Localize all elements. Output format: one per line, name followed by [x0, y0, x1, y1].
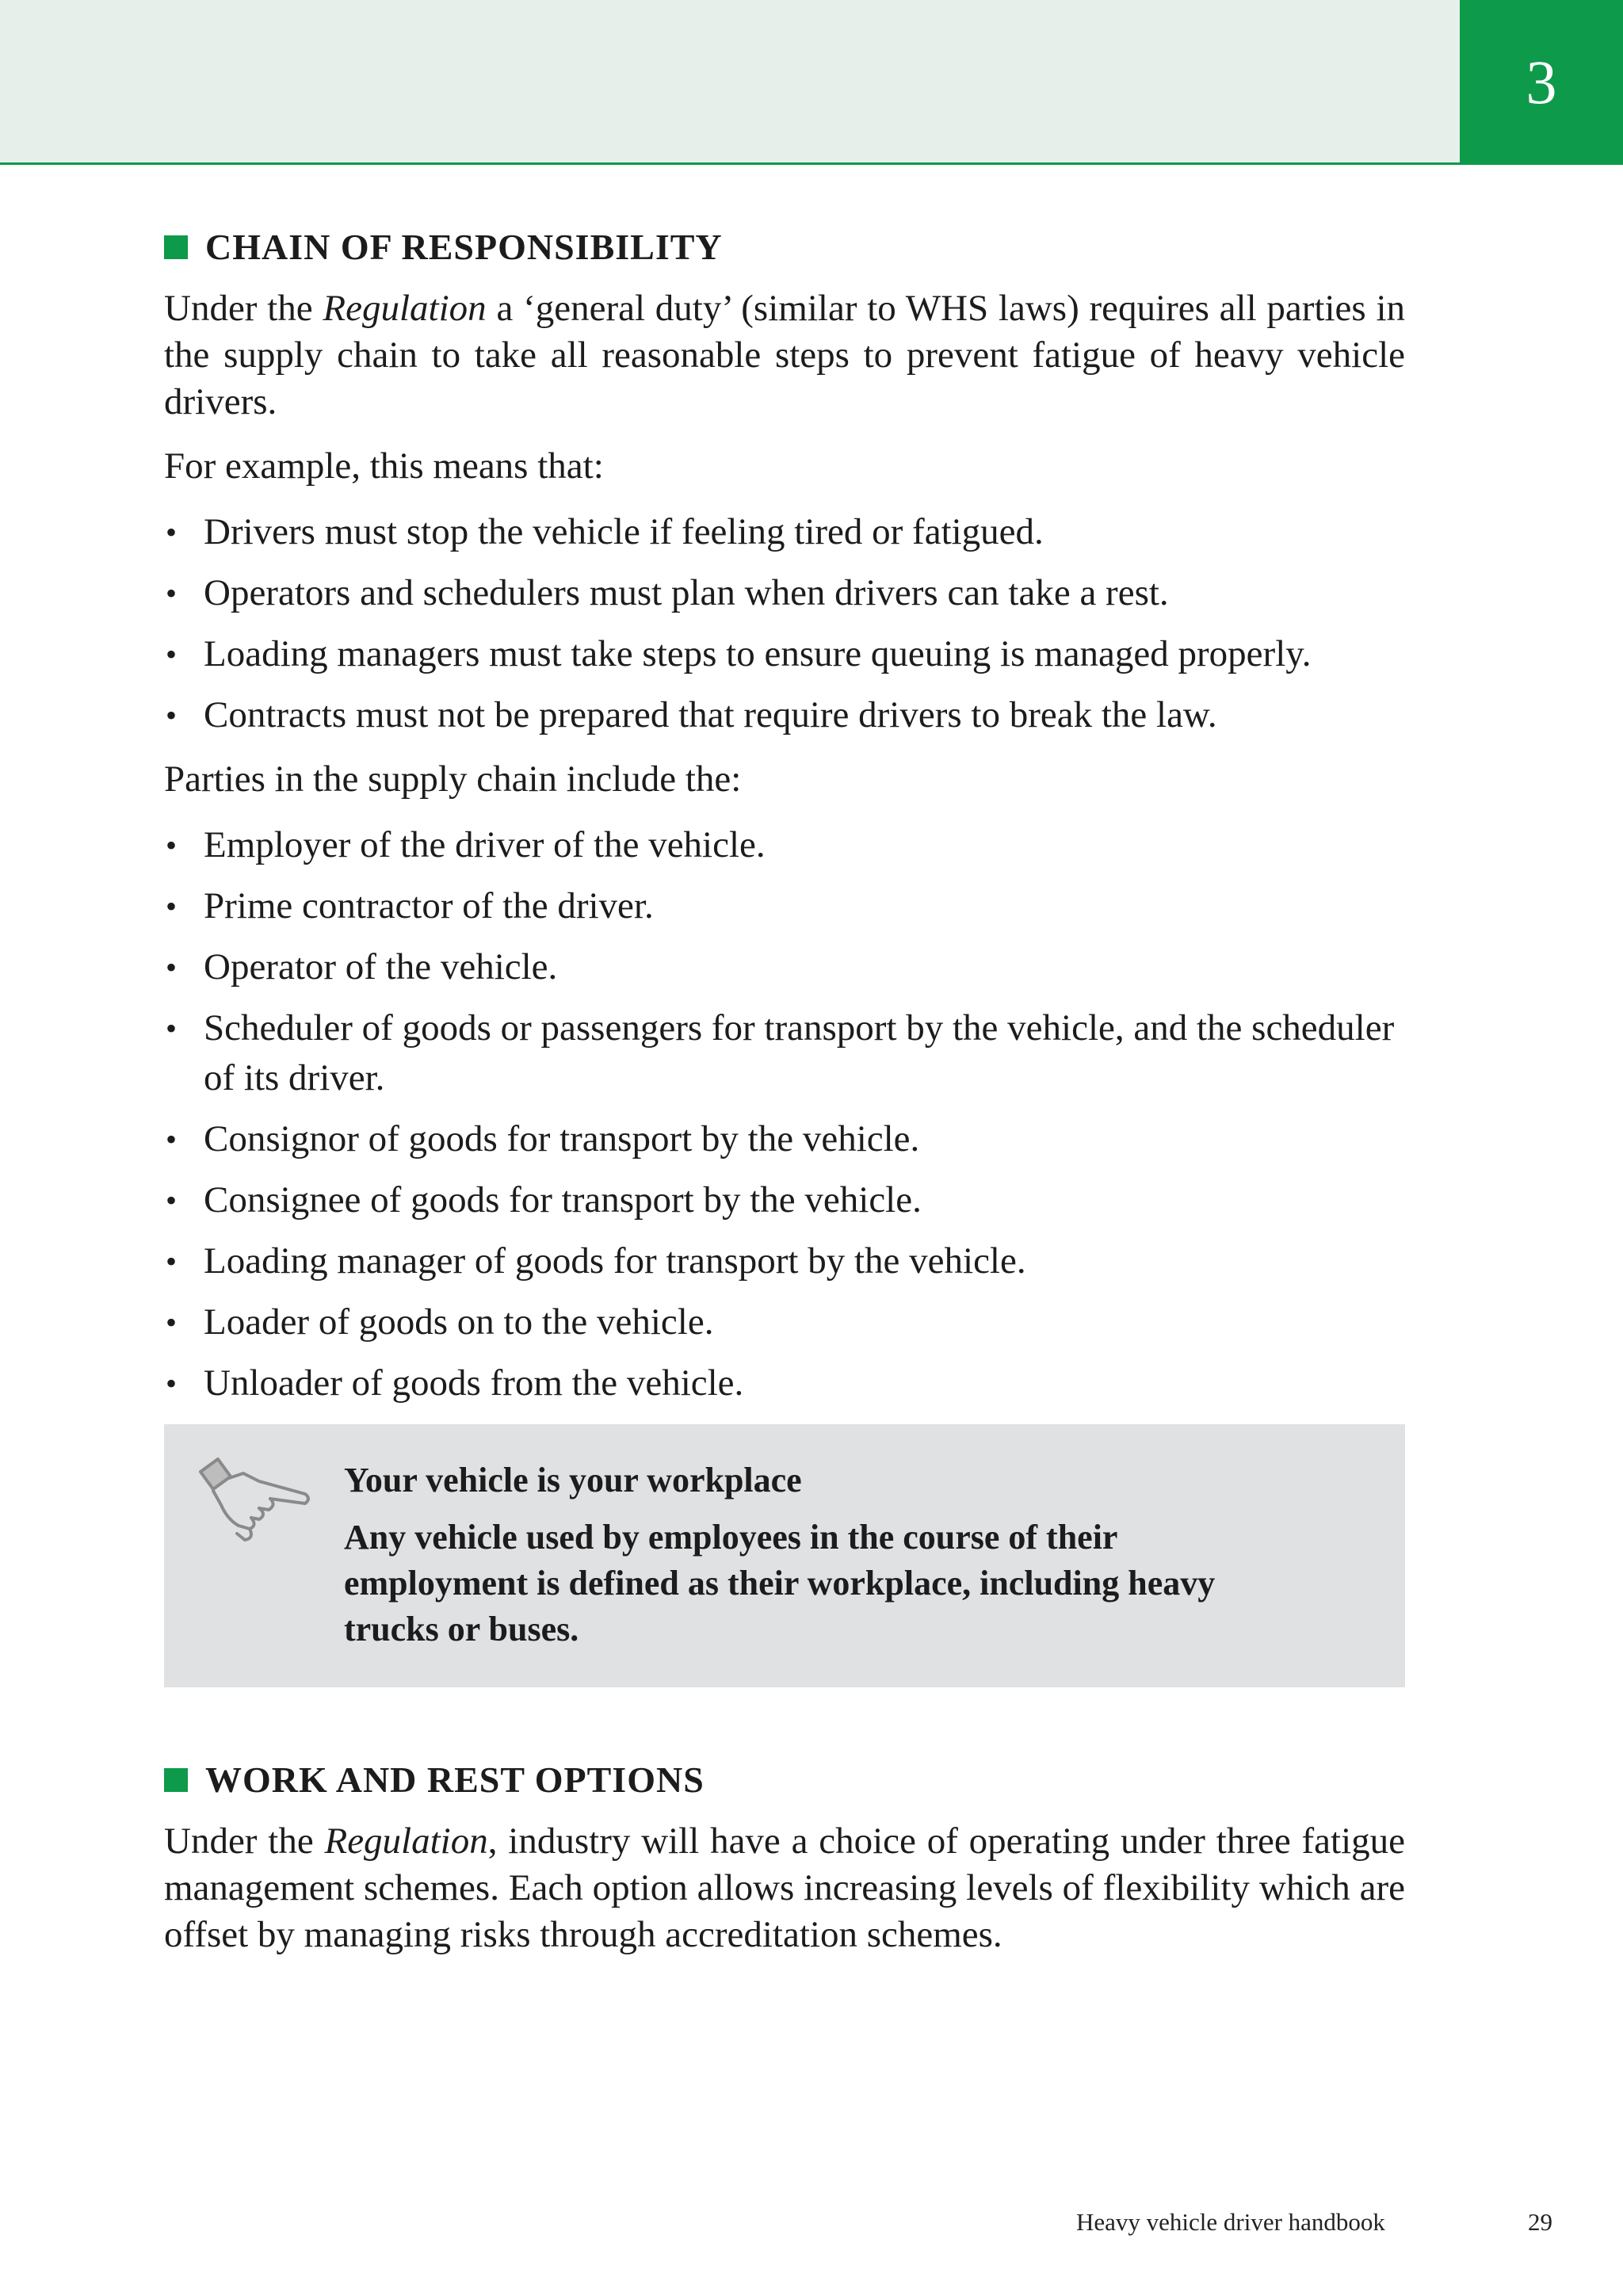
bullet-icon: •: [166, 636, 178, 672]
work-rest-paragraph: [164, 1818, 1405, 1958]
bullet-icon: •: [166, 1182, 178, 1218]
list-item: • Employer of the driver of the vehicle.: [164, 820, 1405, 870]
list-item: • Consignee of goods for transport by the vehicle.: [164, 1175, 1405, 1225]
bullet-icon: •: [166, 1366, 178, 1401]
bullet-icon: •: [166, 514, 178, 550]
note-body: Any vehicle used by employees in the course of their employment is defined as their workplace, including heavy trucks or buses.: [344, 1518, 1216, 1648]
section-heading-work-and-rest-options: [164, 1759, 1405, 1801]
list-item: • Scheduler of goods or passengers for transport by the vehicle, and the scheduler of its driver.: [164, 1003, 1405, 1103]
example-lead: For example, this means that:: [164, 445, 604, 487]
bullet-icon: •: [166, 1244, 178, 1279]
chapter-number: 3: [1526, 48, 1557, 117]
work-rest-prefix: Under the: [164, 1820, 325, 1862]
header-band: [0, 0, 1460, 165]
bullet-icon: •: [166, 949, 178, 985]
bullet-icon: •: [166, 697, 178, 733]
workplace-note-box: [164, 1424, 1405, 1687]
intro-suffix: a ‘general duty’ (similar to WHS laws) requires all parties in the supply chain to take all reasonable steps to prevent fatigue of heavy vehicle drivers.: [164, 288, 1406, 422]
footer-title: Heavy vehicle driver handbook: [1076, 2208, 1385, 2236]
bullet-icon: •: [166, 1305, 178, 1340]
bullet-icon: •: [166, 1121, 178, 1157]
intro-italic: Regulation: [323, 288, 487, 329]
work-rest-suffix: , industry will have a choice of operating under three fatigue management schemes. Each option allows increasing levels of flexibility which are offset by managing risks through accreditation schemes.: [164, 1820, 1405, 1955]
list-item: • Operators and schedulers must plan when drivers can take a rest.: [164, 568, 1405, 618]
list-item: • Contracts must not be prepared that require drivers to break the law.: [164, 690, 1405, 740]
bullet-icon: •: [166, 575, 178, 611]
list-item: • Unloader of goods from the vehicle.: [164, 1358, 1405, 1408]
page-content: [164, 226, 1405, 1976]
parties-lead: Parties in the supply chain include the:: [164, 758, 742, 800]
section-heading-text: CHAIN OF RESPONSIBILITY: [205, 227, 723, 267]
list-item: • Loader of goods on to the vehicle.: [164, 1297, 1405, 1347]
work-rest-italic: Regulation: [324, 1820, 488, 1862]
note-title: Your vehicle is your workplace: [344, 1461, 802, 1499]
green-square-icon: [164, 235, 188, 259]
list-item: • Loading manager of goods for transport by the vehicle.: [164, 1236, 1405, 1286]
parties-list: [164, 820, 1405, 1408]
chapter-number-tab: [1460, 0, 1623, 165]
bullet-icon: •: [166, 1010, 178, 1046]
green-square-icon: [164, 1768, 188, 1792]
intro-prefix: Under the: [164, 288, 323, 329]
page-number: 29: [1528, 2208, 1552, 2236]
bullet-icon: •: [166, 888, 178, 924]
list-item: • Prime contractor of the driver.: [164, 881, 1405, 931]
section-heading-chain-of-responsibility: [164, 226, 1405, 268]
list-item: • Loading managers must take steps to ensure queuing is managed properly.: [164, 629, 1405, 679]
intro-paragraph: [164, 285, 1405, 426]
examples-list: [164, 507, 1405, 740]
list-item: • Operator of the vehicle.: [164, 942, 1405, 992]
list-item: • Drivers must stop the vehicle if feeling tired or fatigued.: [164, 507, 1405, 557]
pointing-hand-icon: [194, 1450, 313, 1553]
bullet-icon: •: [166, 827, 178, 863]
list-item: • Consignor of goods for transport by the vehicle.: [164, 1114, 1405, 1164]
section-heading-text: WORK AND REST OPTIONS: [205, 1759, 705, 1800]
